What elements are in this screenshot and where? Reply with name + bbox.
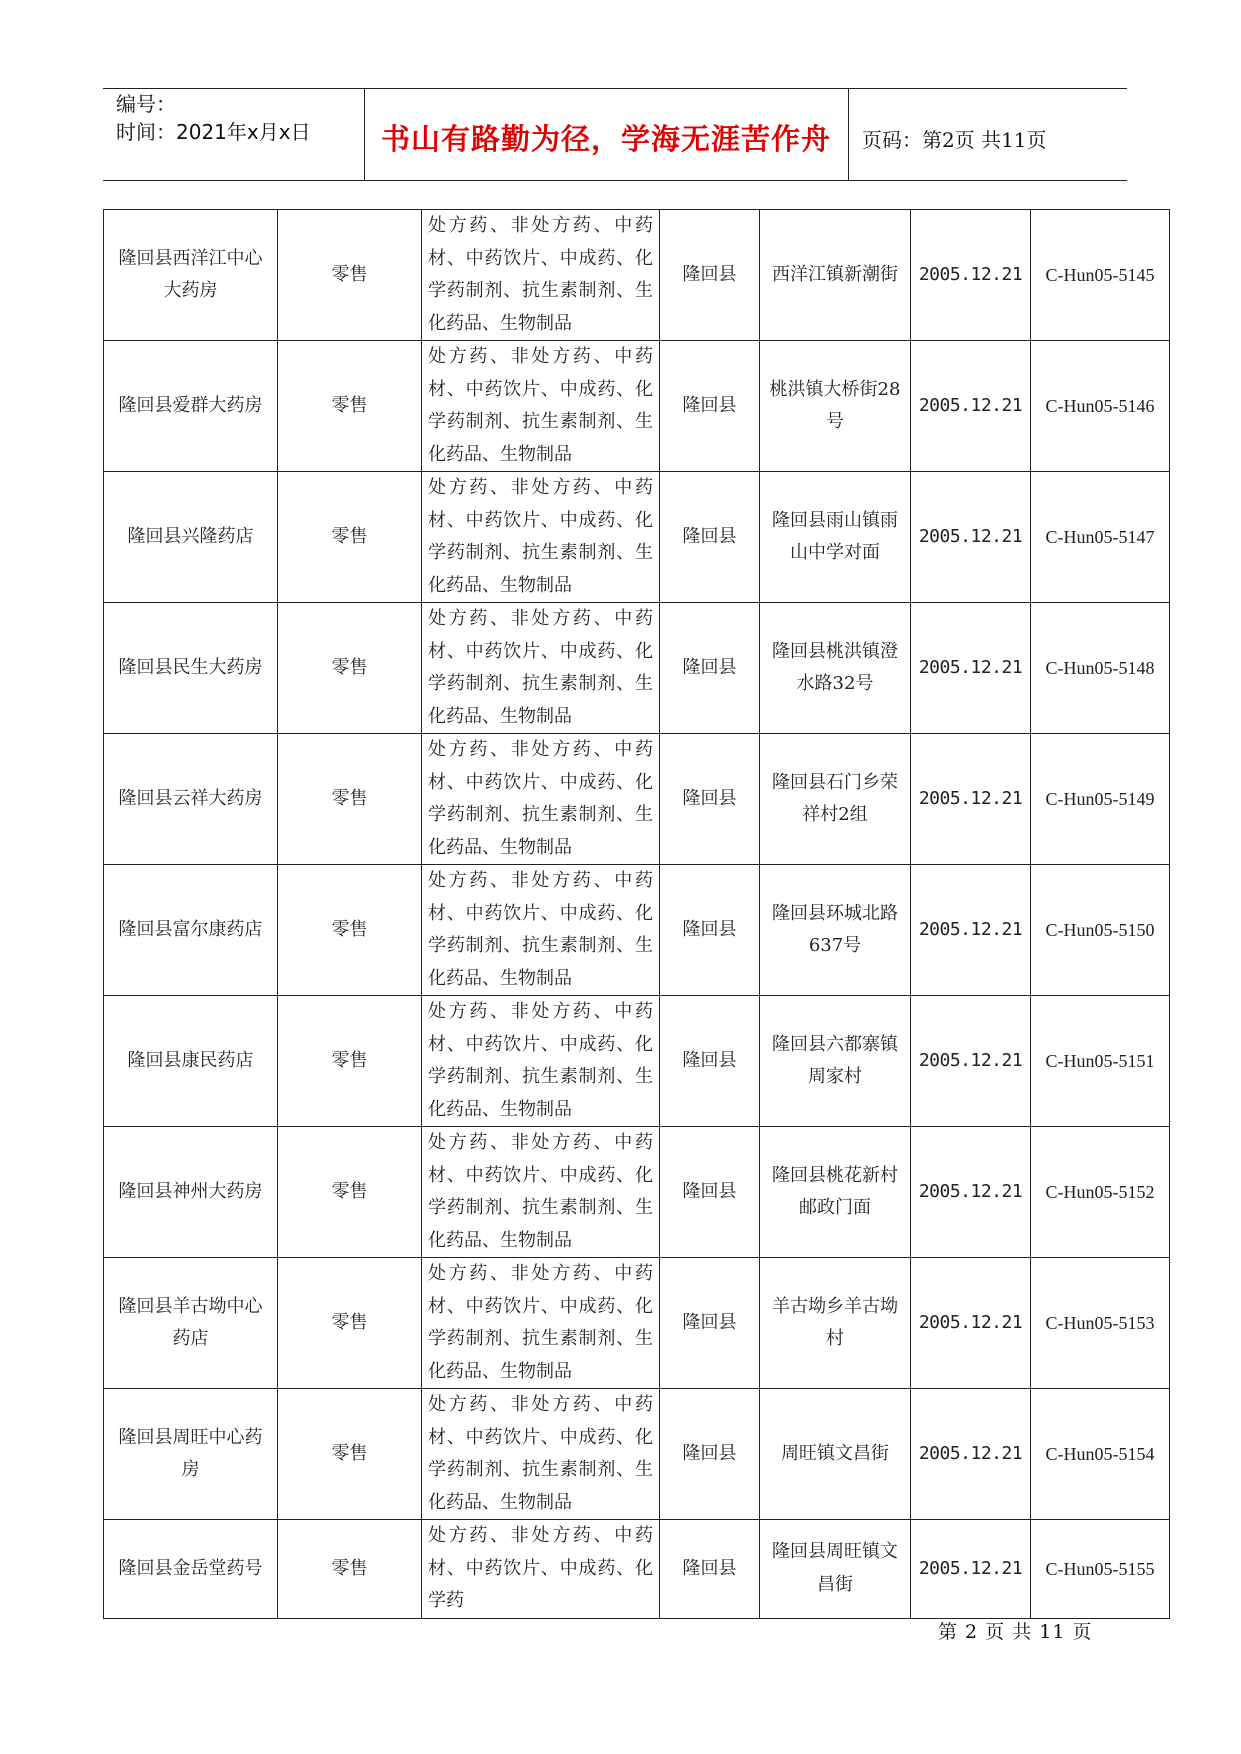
county-cell: 隆回县 bbox=[660, 734, 760, 865]
issue-date-cell: 2005.12.21 bbox=[911, 210, 1031, 341]
certificate-code-cell: C-Hun05-5155 bbox=[1031, 1520, 1170, 1619]
county-cell: 隆回县 bbox=[660, 996, 760, 1127]
table-row bbox=[104, 472, 1170, 603]
county-cell: 隆回县 bbox=[660, 1127, 760, 1258]
table-row bbox=[104, 1389, 1170, 1520]
business-type-cell: 零售 bbox=[278, 341, 422, 472]
county-cell: 隆回县 bbox=[660, 472, 760, 603]
business-scope-cell bbox=[422, 865, 660, 996]
page-footer: 第 2 页 共 11 页 bbox=[938, 1621, 1093, 1643]
address-cell: 羊古坳乡羊古坳村 bbox=[760, 1258, 911, 1389]
county-cell: 隆回县 bbox=[660, 865, 760, 996]
business-type-cell: 零售 bbox=[278, 996, 422, 1127]
pharmacy-name-cell: 隆回县兴隆药店 bbox=[104, 472, 278, 603]
pharmacy-name-cell: 隆回县周旺中心药房 bbox=[104, 1389, 278, 1520]
business-type-cell: 零售 bbox=[278, 472, 422, 603]
certificate-code-cell: C-Hun05-5145 bbox=[1031, 210, 1170, 341]
certificate-code-cell: C-Hun05-5151 bbox=[1031, 996, 1170, 1127]
pharmacy-name-cell: 隆回县康民药店 bbox=[104, 996, 278, 1127]
issue-date-cell: 2005.12.21 bbox=[911, 603, 1031, 734]
business-type-cell: 零售 bbox=[278, 734, 422, 865]
issue-date-cell: 2005.12.21 bbox=[911, 1258, 1031, 1389]
business-type-cell: 零售 bbox=[278, 1258, 422, 1389]
business-scope-text: 处方药、非处方药、中药材、中药饮片、中成药、化学药制剂、抗生素制剂、生化药品、生物制品 bbox=[428, 477, 653, 596]
pharmacy-name-cell: 隆回县民生大药房 bbox=[104, 603, 278, 734]
table-row bbox=[104, 1520, 1170, 1619]
address-cell: 周旺镇文昌街 bbox=[760, 1389, 911, 1520]
business-scope-text: 处方药、非处方药、中药材、中药饮片、中成药、化学药制剂、抗生素制剂、生化药品、生物制品 bbox=[428, 608, 653, 727]
issue-date-cell: 2005.12.21 bbox=[911, 865, 1031, 996]
certificate-code-cell: C-Hun05-5150 bbox=[1031, 865, 1170, 996]
business-scope-cell bbox=[422, 472, 660, 603]
address-cell: 隆回县周旺镇文昌街 bbox=[760, 1520, 911, 1619]
certificate-code-cell: C-Hun05-5154 bbox=[1031, 1389, 1170, 1520]
business-scope-text: 处方药、非处方药、中药材、中药饮片、中成药、化学药制剂、抗生素制剂、生化药品、生物制品 bbox=[428, 1263, 653, 1382]
county-cell: 隆回县 bbox=[660, 341, 760, 472]
pharmacy-name-cell: 隆回县爱群大药房 bbox=[104, 341, 278, 472]
business-type-cell: 零售 bbox=[278, 1389, 422, 1520]
table-row bbox=[104, 996, 1170, 1127]
certificate-code-cell: C-Hun05-5149 bbox=[1031, 734, 1170, 865]
certificate-code-cell: C-Hun05-5153 bbox=[1031, 1258, 1170, 1389]
serial-number-label: 编号： bbox=[116, 92, 176, 116]
table-row bbox=[104, 210, 1170, 341]
header-meta bbox=[116, 90, 311, 146]
address-cell: 隆回县桃洪镇澄水路32号 bbox=[760, 603, 911, 734]
business-scope-cell bbox=[422, 603, 660, 734]
business-scope-cell bbox=[422, 1258, 660, 1389]
pharmacy-name-cell: 隆回县富尔康药店 bbox=[104, 865, 278, 996]
table-row bbox=[104, 1127, 1170, 1258]
business-type-cell: 零售 bbox=[278, 865, 422, 996]
business-scope-text: 处方药、非处方药、中药材、中药饮片、中成药、化学药制剂、抗生素制剂、生化药品、生物制品 bbox=[428, 1132, 653, 1251]
address-cell: 隆回县桃花新村邮政门面 bbox=[760, 1127, 911, 1258]
business-scope-text: 处方药、非处方药、中药材、中药饮片、中成药、化学药制剂、抗生素制剂、生化药品、生物制品 bbox=[428, 346, 653, 465]
time-label: 时间：2021年x月x日 bbox=[116, 120, 311, 144]
table-row bbox=[104, 865, 1170, 996]
header-bottom-rule bbox=[103, 180, 1127, 181]
certificate-code-cell: C-Hun05-5147 bbox=[1031, 472, 1170, 603]
table-row bbox=[104, 1258, 1170, 1389]
address-cell: 桃洪镇大桥街28号 bbox=[760, 341, 911, 472]
header-divider-right bbox=[848, 88, 849, 180]
header-motto: 书山有路勤为径，学海无涯苦作舟 bbox=[380, 122, 831, 156]
issue-date-cell: 2005.12.21 bbox=[911, 734, 1031, 865]
business-type-cell: 零售 bbox=[278, 1127, 422, 1258]
pharmacy-name-cell: 隆回县神州大药房 bbox=[104, 1127, 278, 1258]
pharmacy-name-cell: 隆回县西洋江中心大药房 bbox=[104, 210, 278, 341]
business-scope-cell bbox=[422, 1127, 660, 1258]
header-page-info: 页码：第2页 共11页 bbox=[862, 128, 1047, 152]
address-cell: 隆回县石门乡荣祥村2组 bbox=[760, 734, 911, 865]
certificate-code-cell: C-Hun05-5152 bbox=[1031, 1127, 1170, 1258]
address-cell: 西洋江镇新潮街 bbox=[760, 210, 911, 341]
table-row bbox=[104, 603, 1170, 734]
county-cell: 隆回县 bbox=[660, 1258, 760, 1389]
issue-date-cell: 2005.12.21 bbox=[911, 1389, 1031, 1520]
pharmacy-name-cell: 隆回县羊古坳中心药店 bbox=[104, 1258, 278, 1389]
business-scope-text: 处方药、非处方药、中药材、中药饮片、中成药、化学药 bbox=[428, 1525, 653, 1611]
business-scope-text: 处方药、非处方药、中药材、中药饮片、中成药、化学药制剂、抗生素制剂、生化药品、生物制品 bbox=[428, 1001, 653, 1120]
issue-date-cell: 2005.12.21 bbox=[911, 472, 1031, 603]
address-cell: 隆回县雨山镇雨山中学对面 bbox=[760, 472, 911, 603]
business-scope-text: 处方药、非处方药、中药材、中药饮片、中成药、化学药制剂、抗生素制剂、生化药品、生物制品 bbox=[428, 870, 653, 989]
certificate-code-cell: C-Hun05-5148 bbox=[1031, 603, 1170, 734]
header-top-rule bbox=[103, 88, 1127, 89]
issue-date-cell: 2005.12.21 bbox=[911, 1520, 1031, 1619]
business-type-cell: 零售 bbox=[278, 603, 422, 734]
certificate-code-cell: C-Hun05-5146 bbox=[1031, 341, 1170, 472]
business-scope-text: 处方药、非处方药、中药材、中药饮片、中成药、化学药制剂、抗生素制剂、生化药品、生物制品 bbox=[428, 1394, 653, 1513]
business-scope-text: 处方药、非处方药、中药材、中药饮片、中成药、化学药制剂、抗生素制剂、生化药品、生物制品 bbox=[428, 215, 653, 334]
county-cell: 隆回县 bbox=[660, 1389, 760, 1520]
table-row bbox=[104, 341, 1170, 472]
county-cell: 隆回县 bbox=[660, 603, 760, 734]
county-cell: 隆回县 bbox=[660, 210, 760, 341]
business-scope-cell bbox=[422, 210, 660, 341]
issue-date-cell: 2005.12.21 bbox=[911, 1127, 1031, 1258]
pharmacy-name-cell: 隆回县云祥大药房 bbox=[104, 734, 278, 865]
business-type-cell: 零售 bbox=[278, 1520, 422, 1619]
address-cell: 隆回县环城北路637号 bbox=[760, 865, 911, 996]
business-type-cell: 零售 bbox=[278, 210, 422, 341]
business-scope-cell bbox=[422, 341, 660, 472]
pharmacy-listing-table bbox=[103, 209, 1170, 1619]
address-cell: 隆回县六都寨镇周家村 bbox=[760, 996, 911, 1127]
business-scope-cell bbox=[422, 734, 660, 865]
business-scope-cell bbox=[422, 996, 660, 1127]
issue-date-cell: 2005.12.21 bbox=[911, 341, 1031, 472]
issue-date-cell: 2005.12.21 bbox=[911, 996, 1031, 1127]
table-row bbox=[104, 734, 1170, 865]
county-cell: 隆回县 bbox=[660, 1520, 760, 1619]
table-body bbox=[104, 210, 1170, 1619]
business-scope-text: 处方药、非处方药、中药材、中药饮片、中成药、化学药制剂、抗生素制剂、生化药品、生物制品 bbox=[428, 739, 653, 858]
business-scope-cell bbox=[422, 1520, 660, 1619]
pharmacy-name-cell: 隆回县金岳堂药号 bbox=[104, 1520, 278, 1619]
business-scope-cell bbox=[422, 1389, 660, 1520]
